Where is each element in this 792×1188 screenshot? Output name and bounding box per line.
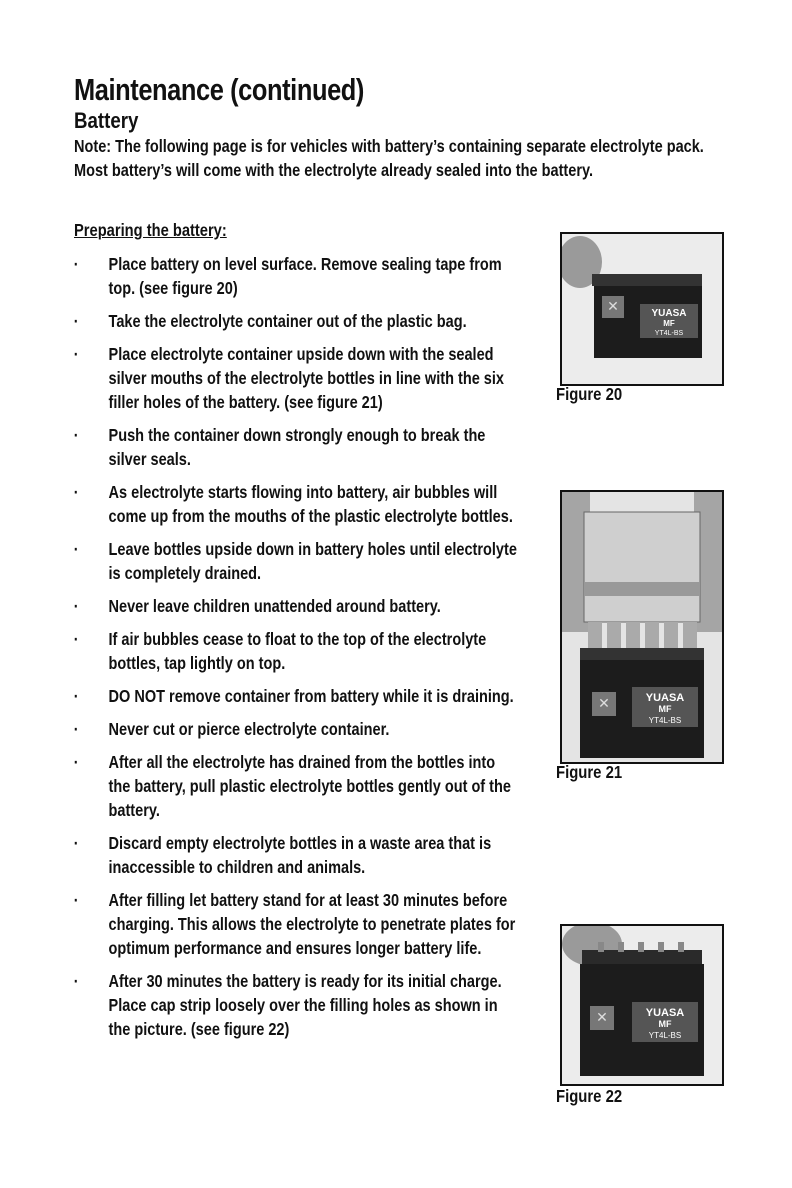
step-text: DO NOT remove container from battery while it is draining. [108,686,514,706]
battery-note: Note: The following page is for vehicles with battery’s containing separate electrolyte pack. Most battery’s will come with the electrolyte already sealed into the battery. [74,136,704,180]
step-text: Leave bottles upside down in battery holes until electrolyte is completely drained. [108,539,517,583]
figure-21-caption: Figure 21 [556,762,623,782]
model-label: YT4L-BS [648,1031,682,1040]
preparing-subheading: Preparing the battery: [74,220,227,240]
step-text: Push the container down strongly enough to break the silver seals. [108,425,486,469]
bullet-glyph: · [73,539,79,559]
figure-22-photo [560,924,724,1086]
bullet-glyph: · [73,254,79,274]
step-item [72,717,520,741]
bullet-glyph: · [73,833,79,853]
step-text: If air bubbles cease to float to the top of the electrolyte bottles, tap lightly on top. [108,629,487,673]
step-text: After filling let battery stand for at least 30 minutes before charging. This allows the electrolyte to penetrate plates for optimum performance and ensures longer battery life. [108,890,516,958]
svg-text:✕: ✕ [607,299,619,315]
step-text: Take the electrolyte container out of the plastic bag. [108,311,467,331]
bullet-glyph: · [73,425,79,445]
brand-label: YUASA [651,308,687,319]
model-label: YT4L-BS [654,330,684,337]
bullet-glyph: · [73,596,79,616]
step-item [72,831,520,879]
step-item [72,342,520,414]
mf-label: MF [658,704,672,714]
svg-text:✕: ✕ [598,696,610,712]
step-item [72,423,520,471]
step-text: Place battery on level surface. Remove sealing tape from top. (see figure 20) [108,254,502,298]
step-item [72,594,520,618]
step-item [72,480,520,528]
brand-label: YUASA [645,692,685,704]
figure-21-photo [560,490,724,764]
bullet-glyph: · [73,344,79,364]
step-item [72,309,520,333]
figure-20-caption: Figure 20 [556,384,623,404]
bullet-glyph: · [73,311,79,331]
section-title: Battery [74,108,139,133]
step-text: Discard empty electrolyte bottles in a waste area that is inaccessible to children and animals. [108,833,492,877]
step-item [72,537,520,585]
step-text: After 30 minutes the battery is ready for its initial charge. Place cap strip loosely over the filling holes as shown in the picture. (see figure 22) [108,971,502,1039]
preparation-steps-list [72,252,520,1050]
mf-label: MF [658,1019,672,1029]
step-item [72,888,520,960]
step-text: After all the electrolyte has drained from the bottles into the battery, pull plastic electrolyte bottles gently out of the battery. [108,752,511,820]
bullet-glyph: · [73,482,79,502]
bullet-glyph: · [73,719,79,739]
model-label: YT4L-BS [648,716,682,725]
step-text: Place electrolyte container upside down with the sealed silver mouths of the electrolyte bottles in line with the six filler holes of the battery. (see figure 21) [108,344,505,412]
bullet-glyph: · [73,629,79,649]
step-text: As electrolyte starts flowing into battery, air bubbles will come up from the mouths of the plastic electrolyte bottles. [108,482,513,526]
bullet-glyph: · [73,971,79,991]
step-text: Never leave children unattended around battery. [108,596,441,616]
step-item [72,750,520,822]
page-heading: Maintenance (continued) [74,72,364,107]
step-item [72,969,520,1041]
step-item [72,684,520,708]
step-item [72,627,520,675]
bullet-glyph: · [73,686,79,706]
svg-text:✕: ✕ [596,1010,608,1026]
figure-20-photo [560,232,724,386]
bullet-glyph: · [73,752,79,772]
figure-22-caption: Figure 22 [556,1086,623,1106]
bullet-glyph: · [73,890,79,910]
mf-label: MF [663,319,675,328]
step-item [72,252,520,300]
brand-label: YUASA [645,1007,685,1019]
step-text: Never cut or pierce electrolyte container. [108,719,390,739]
